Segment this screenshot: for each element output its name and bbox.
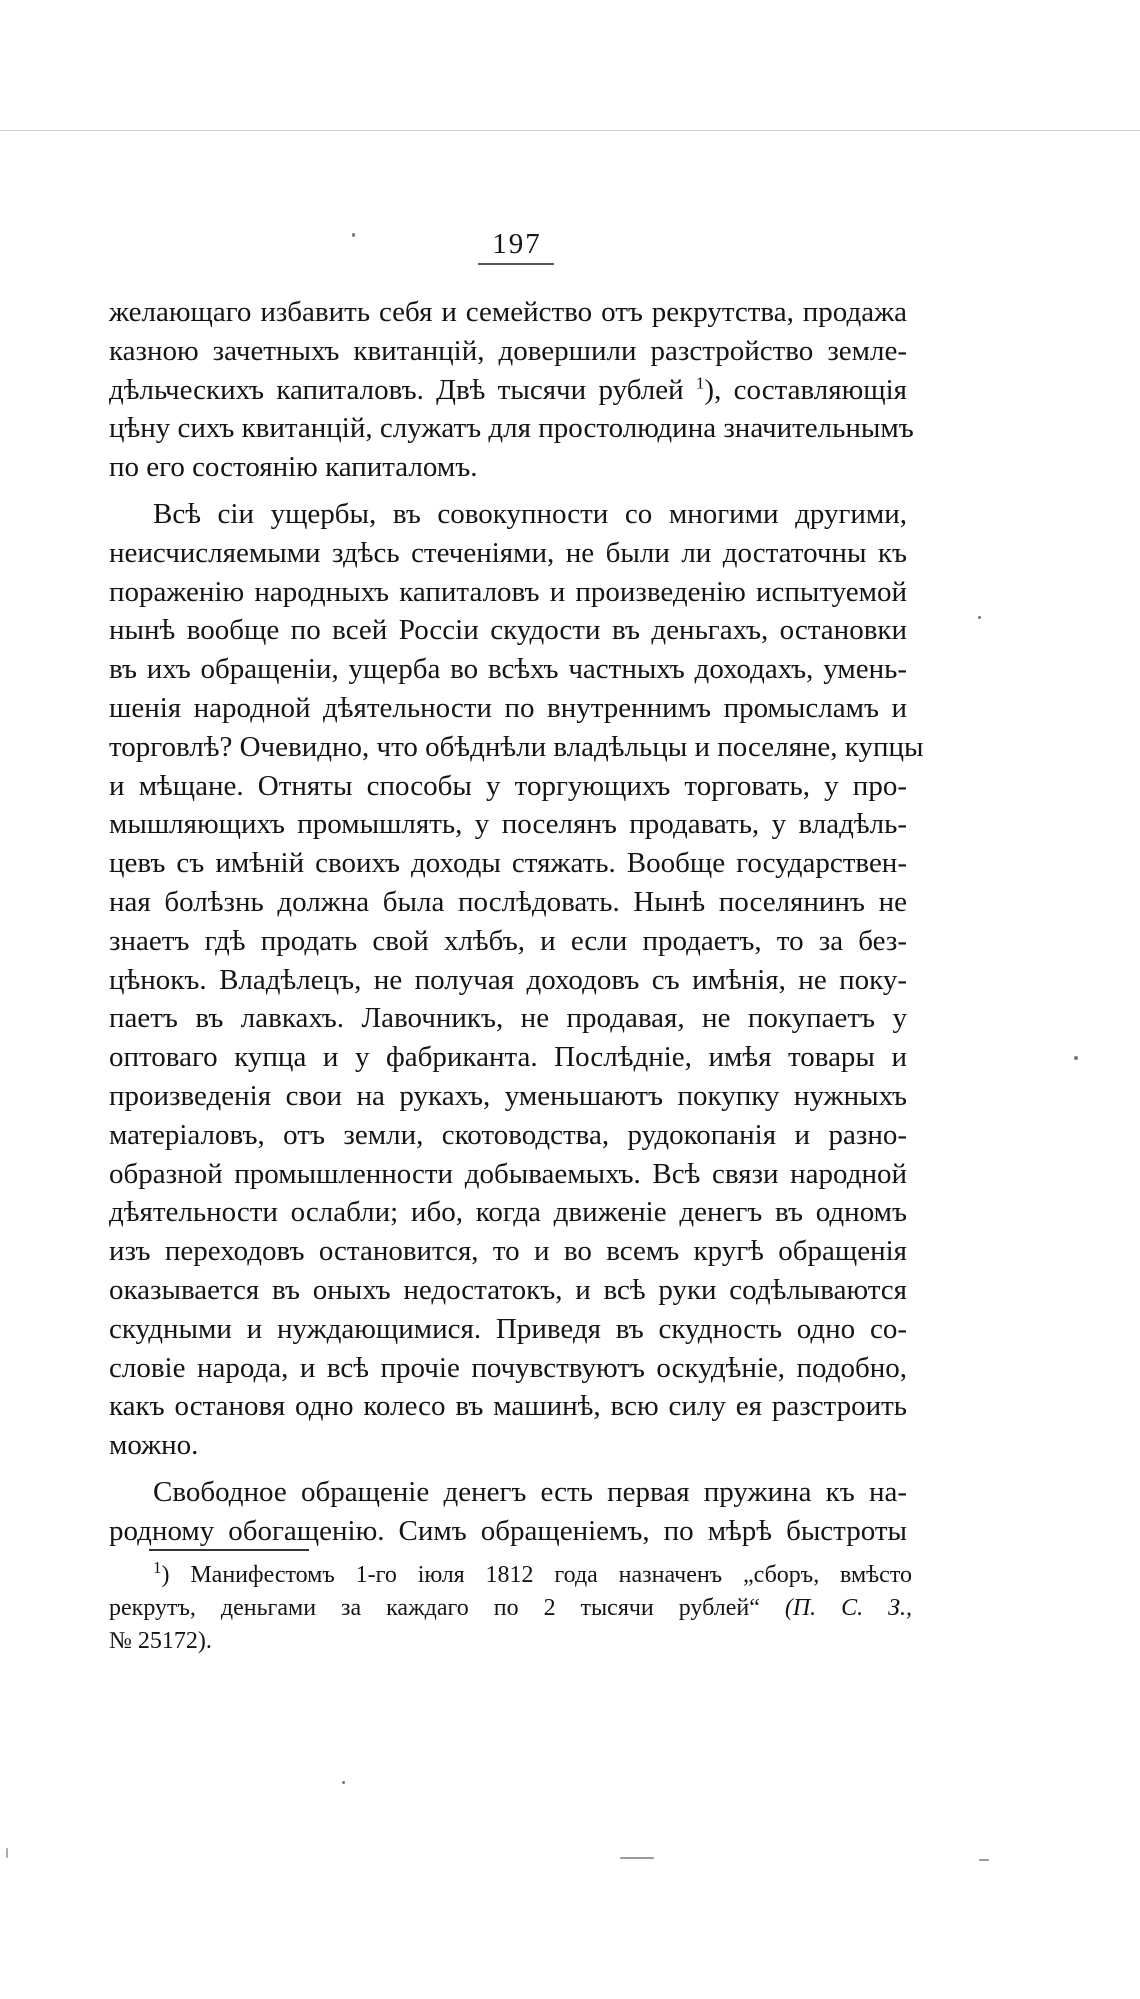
text-line: нынѣ вообще по всей Россіи скудости въ деньгахъ, остановки xyxy=(109,614,907,647)
text-line: знаетъ гдѣ продать свой хлѣбъ, и если продаетъ, то за без- xyxy=(109,924,907,957)
footnote-separator xyxy=(149,1549,309,1551)
paragraph-1 xyxy=(109,293,914,487)
scan-speck xyxy=(6,1848,8,1858)
footnote-line: № 25172). xyxy=(109,1628,212,1654)
text-line: паетъ въ лавкахъ. Лавочникъ, не продавая, не покупаетъ у xyxy=(109,1002,907,1035)
footnote-text: рекрутъ, деньгами за каждаго по 2 тысячи рублей“ xyxy=(109,1595,785,1621)
text-line: желающаго избавить себя и семейство отъ рекрутства, продажа xyxy=(109,296,907,328)
text-line: цевъ съ имѣній своихъ доходы стяжать. Вообще государствен- xyxy=(109,847,907,880)
text-line: въ ихъ обращеніи, ущерба во всѣхъ частныхъ доходахъ, умень- xyxy=(109,653,907,686)
footnote xyxy=(109,1559,912,1658)
text-fragment: дѣльческихъ капиталовъ. Двѣ тысячи рублей xyxy=(109,373,696,406)
text-line-with-note xyxy=(109,371,907,410)
text-line: по его состоянію капиталомъ. xyxy=(109,451,478,484)
text-line: пораженію народныхъ капиталовъ и произведенію испытуемой xyxy=(109,575,907,608)
text-line: казною зачетныхъ квитанцій, довершили разстройство земле- xyxy=(109,334,907,367)
text-line: цѣнокъ. Владѣлецъ, не получая доходовъ съ имѣнія, не поку- xyxy=(109,963,907,996)
text-line: мышляющихъ промышлять, у поселянъ продавать, у владѣль- xyxy=(109,808,907,841)
scan-speck xyxy=(620,1857,654,1859)
footnote-text: ) Манифестомъ 1-го іюля 1812 года назначенъ „сборъ, вмѣсто xyxy=(161,1562,912,1588)
text-line: оптоваго купца и у фабриканта. Послѣдніе, имѣя товары и xyxy=(109,1041,907,1074)
footnote-marker: 1 xyxy=(153,1558,162,1577)
text-line: Свободное обращеніе денегъ есть первая пружина къ на- xyxy=(153,1475,907,1508)
footnote-reference: 1 xyxy=(695,372,705,392)
text-line: оказывается въ оныхъ недостатокъ, и всѣ руки содѣлываются xyxy=(109,1273,907,1306)
scan-speck xyxy=(979,1859,989,1861)
scan-speck xyxy=(352,233,355,237)
text-line: какъ остановя одно колесо въ машинѣ, всю силу ея разстроить xyxy=(109,1390,907,1423)
footnote-line xyxy=(109,1559,912,1592)
paragraph-3 xyxy=(109,1473,907,1551)
page-edge-line xyxy=(0,130,1140,131)
text-line: родному обогащенію. Симъ обращеніемъ, по мѣрѣ быстроты xyxy=(109,1514,907,1547)
text-line: можно. xyxy=(109,1429,199,1462)
scan-speck xyxy=(978,616,981,619)
text-fragment: ), составляющія xyxy=(704,373,907,406)
text-line: Всѣ сіи ущербы, въ совокупности со многими другими, xyxy=(153,497,907,530)
text-line: ная болѣзнь должна была послѣдовать. Нынѣ поселянинъ не xyxy=(109,885,907,918)
text-line: дѣятельности ослабли; ибо, когда движеніе денегъ въ одномъ xyxy=(109,1196,907,1229)
text-line: цѣну сихъ квитанцій, служатъ для простолюдина значительнымъ xyxy=(109,412,914,445)
text-line: торговлѣ? Очевидно, что обѣднѣли владѣльцы и поселяне, купцы xyxy=(109,730,924,763)
text-line: скудными и нуждающимися. Приведя въ скудность одно со- xyxy=(109,1312,907,1345)
text-line: произведенія свои на рукахъ, уменьшаютъ покупку нужныхъ xyxy=(109,1079,907,1112)
scan-speck xyxy=(1074,1056,1078,1060)
footnote-citation: (П. С. З., xyxy=(784,1595,912,1621)
page-number: 197 xyxy=(492,228,542,260)
text-line: неисчисляемыми здѣсь стеченіями, не были ли достаточны къ xyxy=(109,536,907,569)
text-line: матеріаловъ, отъ земли, скотоводства, рудокопанія и разно- xyxy=(109,1118,907,1151)
scan-speck xyxy=(342,1781,345,1784)
body-text xyxy=(109,293,924,1551)
text-line: и мѣщане. Отняты способы у торгующихъ торговать, у про- xyxy=(109,769,907,802)
text-line: словіе народа, и всѣ прочіе почувствуютъ оскудѣніе, подобно, xyxy=(109,1351,907,1384)
text-line: образной промышленности добываемыхъ. Всѣ связи народной xyxy=(109,1157,907,1190)
page-number-underline xyxy=(478,263,554,265)
text-line: шенія народной дѣятельности по внутреннимъ промысламъ и xyxy=(109,691,907,724)
paragraph-2 xyxy=(109,495,924,1465)
text-line: изъ переходовъ остановится, то и во всемъ кругѣ обращенія xyxy=(109,1235,907,1268)
footnote-line xyxy=(109,1592,912,1625)
